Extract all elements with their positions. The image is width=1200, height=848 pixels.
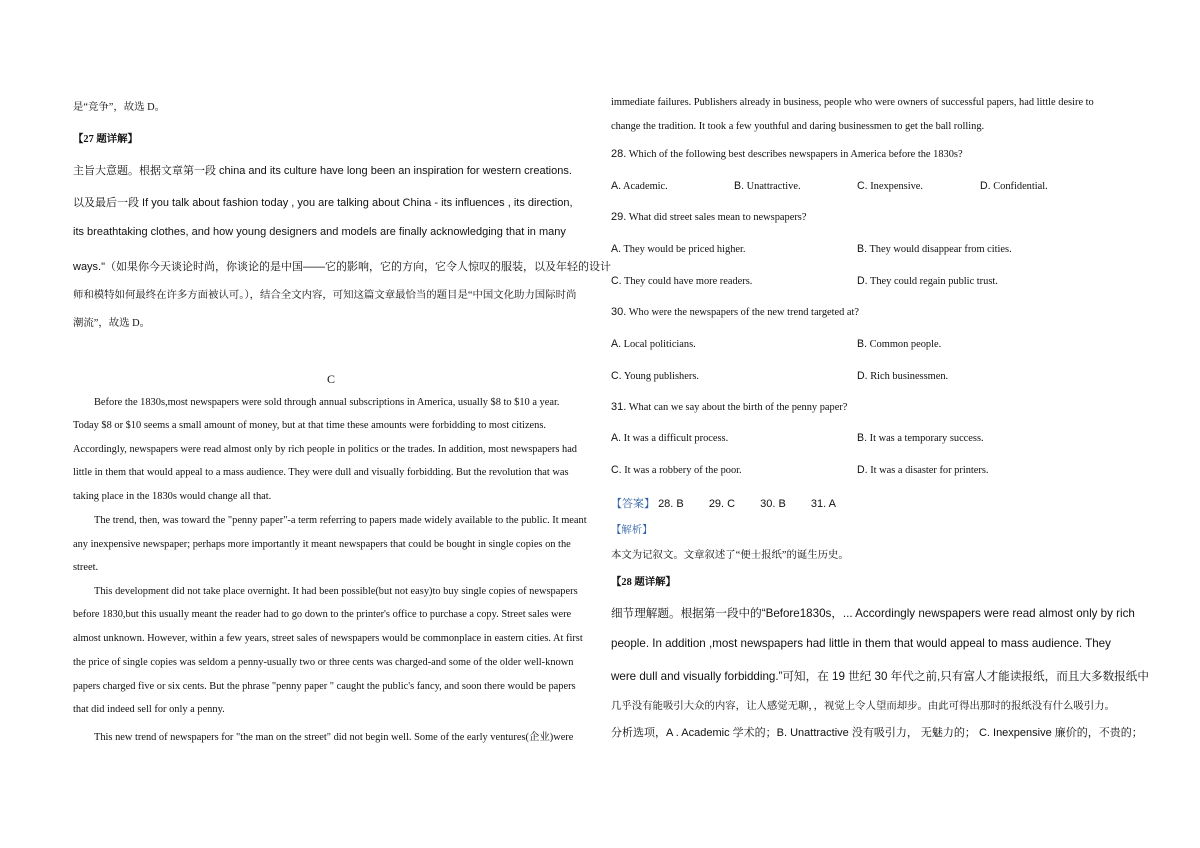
option-c: C. It was a robbery of the poor. bbox=[611, 464, 742, 476]
question-text: Which of the following best describes newspapers in America before the 1830s? bbox=[628, 149, 963, 160]
question-31 bbox=[611, 401, 847, 413]
section-heading: 【28 题详解】 bbox=[611, 577, 676, 588]
option-a: A. Local politicians. bbox=[611, 338, 696, 350]
question-number: 28. bbox=[611, 148, 627, 160]
passage-line: This development did not take place overnight. It had been possible(but not easy)to buy single copies of newspapers bbox=[94, 586, 578, 597]
passage-line: almost unknown. However, within a few years, street sales of newspapers would be commonplace in eastern cities. At first bbox=[73, 633, 583, 644]
question-text: Who were the newspapers of the new trend targeted at? bbox=[628, 307, 860, 318]
answer-30: 30. B bbox=[760, 498, 786, 510]
section-heading: 【27 题详解】 bbox=[73, 134, 138, 145]
passage-line: before 1830,but this usually meant the reader had to go down to the printer's office to purchase a copy. Street sales were bbox=[73, 609, 572, 620]
detail-line: 细节理解题。根据第一段中的“Before1830s，... Accordingly newspapers were read almost only by rich bbox=[611, 607, 1135, 620]
question-30 bbox=[611, 306, 859, 318]
detail-line: people. In addition ,most newspapers had little in them that would appeal to mass audience. They bbox=[611, 637, 1111, 650]
question-number: 31. bbox=[611, 401, 627, 413]
option-b: B. They would disappear from cities. bbox=[857, 243, 1012, 255]
text-line: ways."（如果你今天谈论时尚，你谈论的是中国——它的影响，它的方向，它令人惊叹的服装，以及年轻的设计 bbox=[73, 261, 612, 273]
text-line: 主旨大意题。根据文章第一段 china and its culture have long been an inspiration for western creations. bbox=[73, 165, 572, 177]
passage-line: papers charged five or six cents. But the phrase "penny paper " caught the public's fancy, and soon there would be papers bbox=[73, 681, 576, 692]
passage-line: little in them that would appeal to a mass audience. They were dull and visually forbidding. But the revolution that was bbox=[73, 467, 569, 478]
option-d: D. They could regain public trust. bbox=[857, 275, 998, 287]
text-line: 师和模特如何最终在许多方面被认可。），结合全文内容，可知这篇文章最恰当的题目是“中国文化助力国际时尚 bbox=[73, 290, 577, 301]
passage-line: taking place in the 1830s would change all that. bbox=[73, 491, 272, 502]
question-number: 30. bbox=[611, 306, 627, 318]
option-c: C. They could have more readers. bbox=[611, 275, 753, 287]
detail-line: 几乎没有能吸引大众的内容，让人感觉无聊，，视觉上令人望而却步。由此可得出那时的报纸没有什么吸引力。 bbox=[611, 701, 1115, 712]
question-number: 29. bbox=[611, 211, 627, 223]
detail-line: 分析选项，A . Academic 学术的；B. Unattractive 没有吸引力， 无魅力的； C. Inexpensive 廉价的，不贵的； bbox=[611, 727, 1143, 739]
question-text: What can we say about the birth of the penny paper? bbox=[628, 402, 848, 413]
option-d: D. Confidential. bbox=[980, 180, 1048, 192]
option-c: C. Inexpensive. bbox=[857, 180, 924, 192]
option-d: D. Rich businessmen. bbox=[857, 370, 949, 382]
option-c: C. Young publishers. bbox=[611, 370, 699, 382]
text-line: 是“竞争”，故选 D。 bbox=[73, 102, 166, 113]
passage-line: Accordingly, newspapers were read almost only by rich people in politics or the trades. In addition, most newspapers had bbox=[73, 444, 578, 455]
passage-line: Today $8 or $10 seems a small amount of money, but at that time these amounts were forbidding to most citizens. bbox=[73, 420, 547, 431]
option-a: A. It was a difficult process. bbox=[611, 432, 729, 444]
option-a: A. Academic. bbox=[611, 180, 668, 192]
detail-line: were dull and visually forbidding.”可知，在 19 世纪 30 年代之前,只有富人才能读报纸，而且大多数报纸中 bbox=[611, 670, 1149, 683]
passage-line: The trend, then, was toward the "penny paper"-a term referring to papers made widely available to the public. It meant bbox=[94, 515, 587, 526]
section-letter: C bbox=[326, 372, 335, 386]
question-29 bbox=[611, 211, 806, 223]
passage-line: street. bbox=[73, 562, 99, 573]
question-text: What did street sales mean to newspapers? bbox=[628, 212, 807, 223]
passage-line: the price of single copies was seldom a penny-usually two or three cents was charged-and some of the older well-known bbox=[73, 657, 574, 668]
answer-line bbox=[611, 495, 858, 511]
analysis-text: 本文为记叙文。文章叙述了“便士报纸”的诞生历史。 bbox=[611, 550, 849, 561]
analysis-label: 【解析】 bbox=[611, 525, 653, 536]
option-b: B. Unattractive. bbox=[734, 180, 801, 192]
passage-line: change the tradition. It took a few youthful and daring businessmen to get the ball rolling. bbox=[611, 121, 985, 132]
option-a: A. They would be priced higher. bbox=[611, 243, 746, 255]
text-line: its breathtaking clothes, and how young designers and models are finally acknowledging that in many bbox=[73, 226, 566, 238]
passage-line: This new trend of newspapers for "the man on the street" did not begin well. Some of the early ventures(企业)were bbox=[94, 732, 574, 743]
text-line: 以及最后一段 If you talk about fashion today , you are talking about China - its influences , its direction, bbox=[73, 197, 573, 209]
option-b: B. Common people. bbox=[857, 338, 942, 350]
option-d: D. It was a disaster for printers. bbox=[857, 464, 989, 476]
text-line: 潮流”，故选 D。 bbox=[73, 318, 151, 329]
answer-28: 28. B bbox=[658, 498, 684, 510]
passage-line: Before the 1830s,most newspapers were sold through annual subscriptions in America, usually $8 to $10 a year. bbox=[94, 397, 560, 408]
answer-31: 31. A bbox=[810, 498, 836, 510]
option-b: B. It was a temporary success. bbox=[857, 432, 984, 444]
answer-label: 【答案】 bbox=[611, 498, 655, 510]
answer-29: 29. C bbox=[708, 498, 736, 510]
passage-line: any inexpensive newspaper; perhaps more importantly it meant newspapers that could be bought in single copies on the bbox=[73, 539, 571, 550]
passage-line: immediate failures. Publishers already in business, people who were owners of successful papers, had little desire to bbox=[611, 97, 1094, 108]
question-28 bbox=[611, 148, 963, 160]
passage-line: that did indeed sell for only a penny. bbox=[73, 704, 225, 715]
